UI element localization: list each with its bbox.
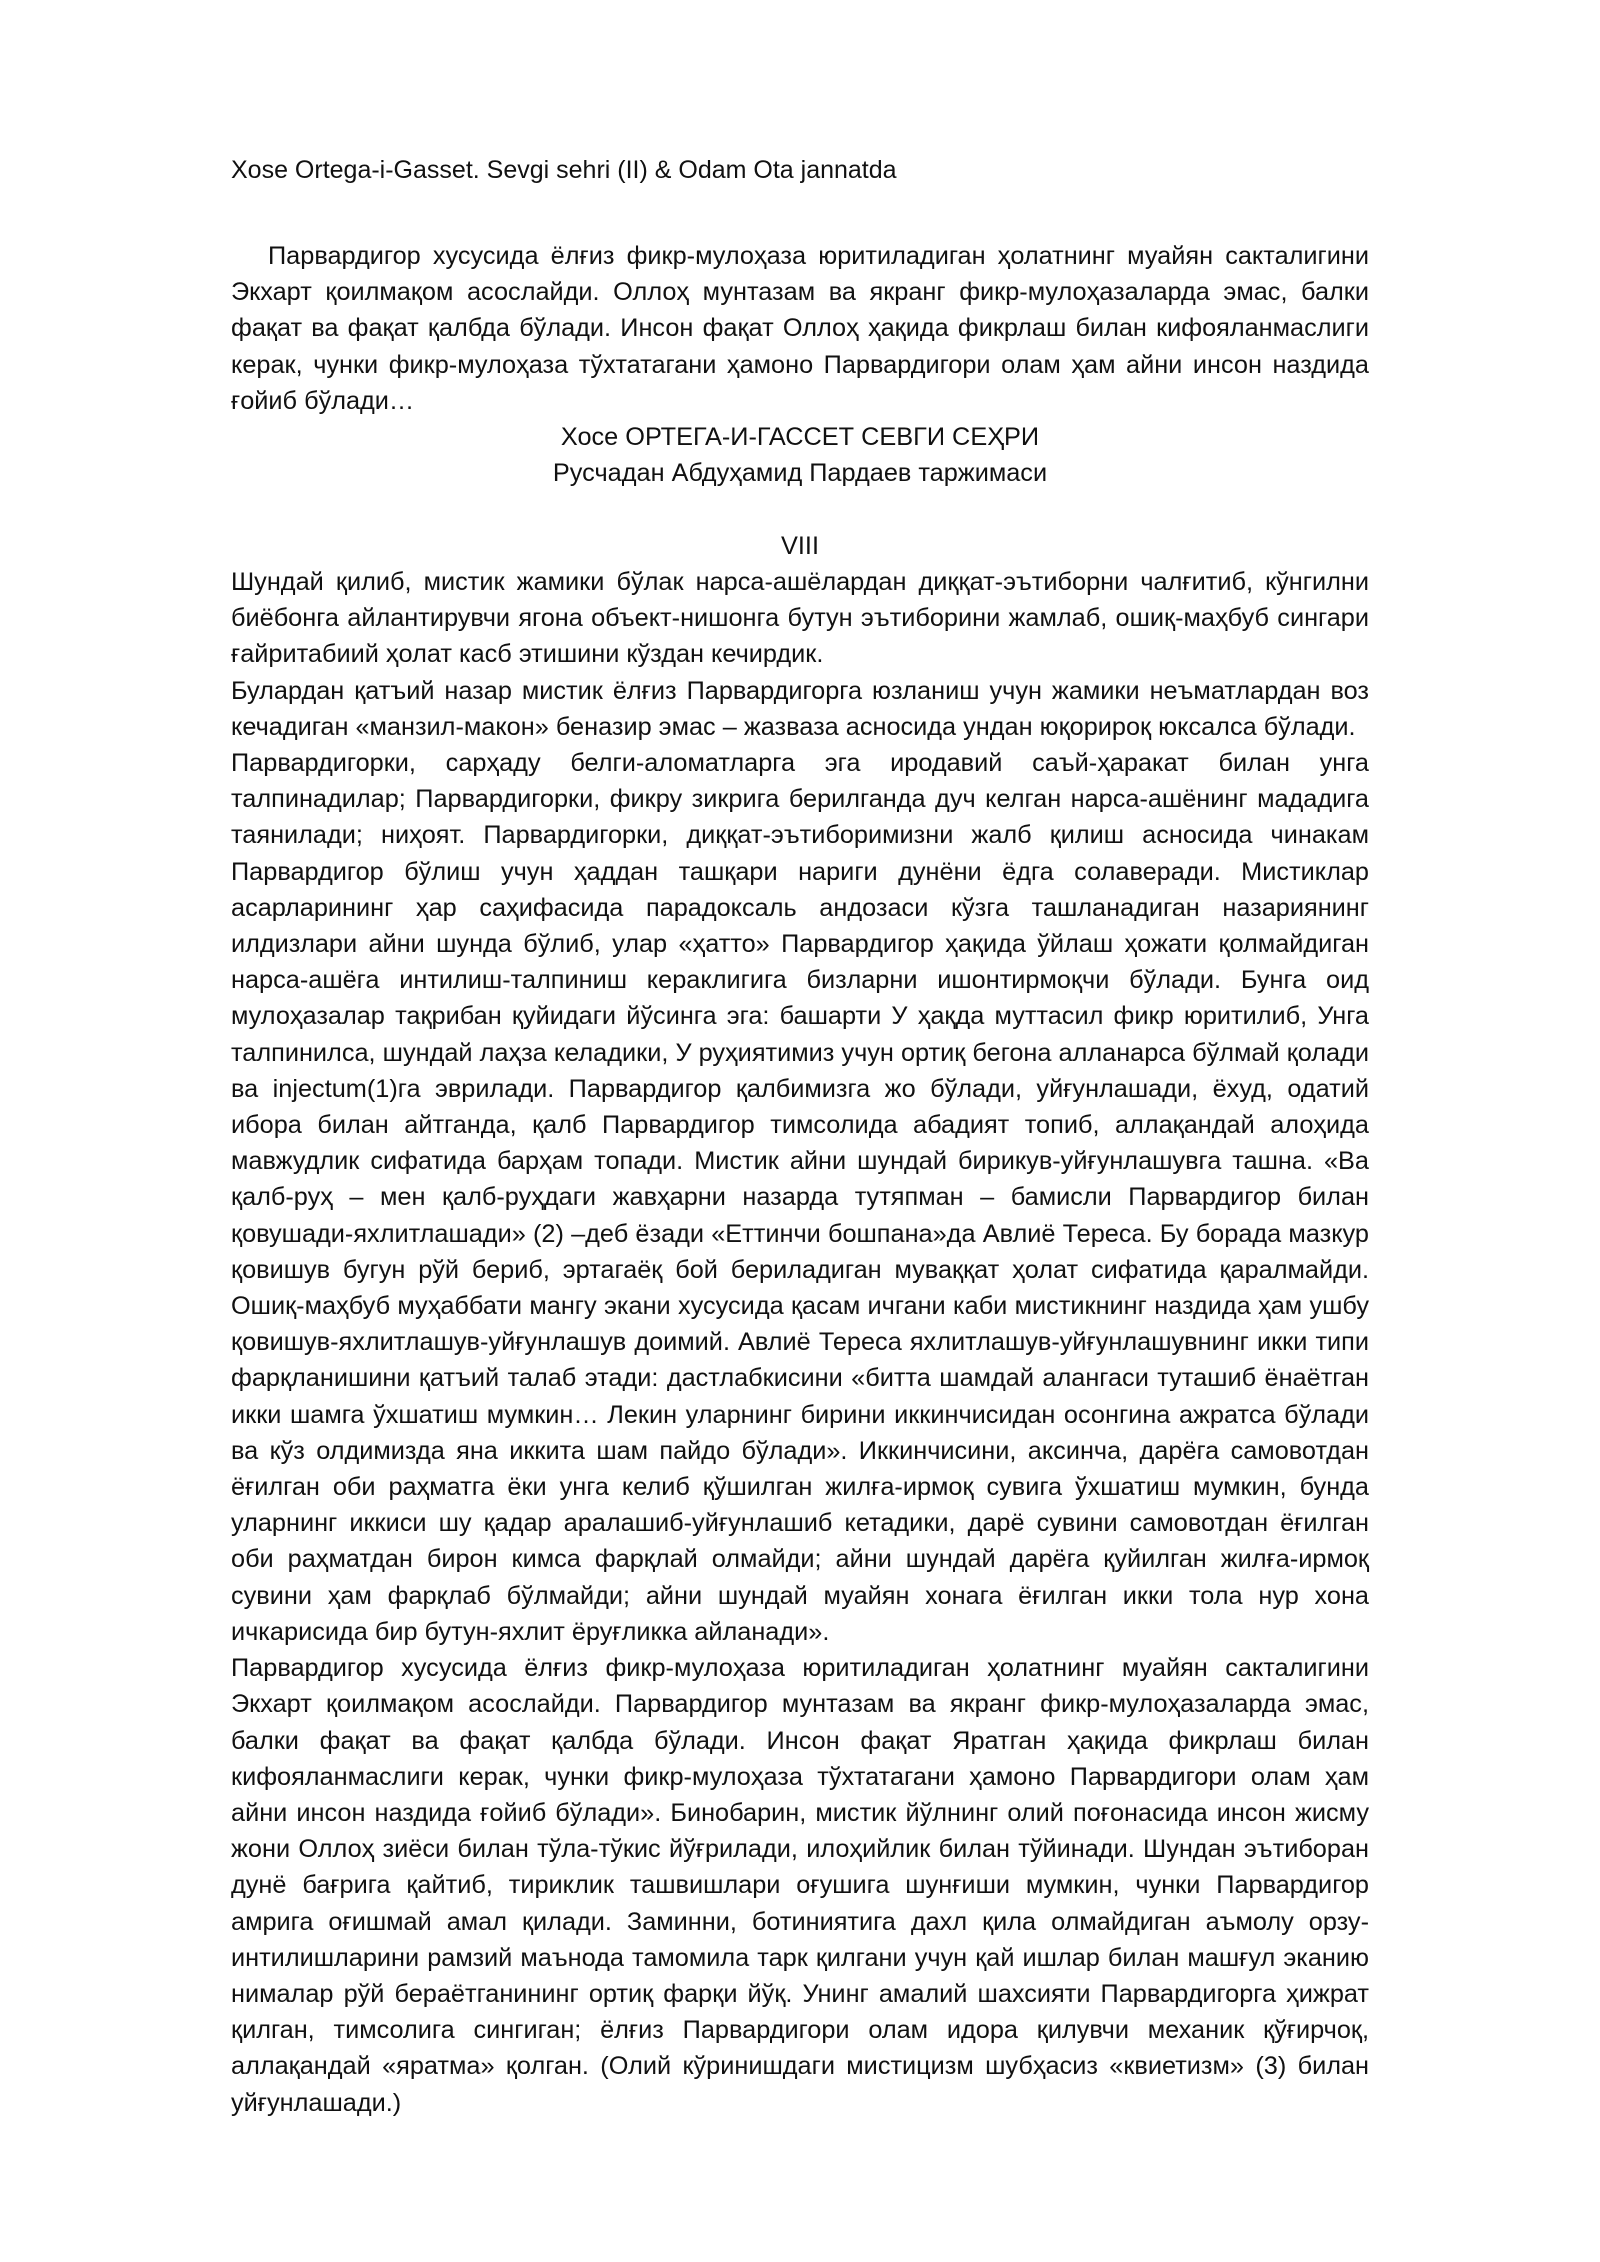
intro-paragraph: Парвардигор хусусида ёлғиз фикр-мулоҳаза юритиладиган ҳолатнинг муайян сакталигини Экхарт қоилмақом асослайди. Оллоҳ мунтазам ва якранг фикр-мулоҳазаларда эмас, балки фақат ва фақат қалбда бўлади. Инсон фақат Оллоҳ ҳақида фикрлаш билан кифояланмаслиги керак, чунки фикр-мулоҳаза тўхтатагани ҳамоно Парвардигори олам ҳам айни инсон наздида ғойиб бўлади… xyxy=(231,242,1369,415)
article-heading: Хосе ОРТЕГА-И-ГАССЕТ СЕВГИ СЕҲРИ xyxy=(560,423,1040,451)
translator-credit: Русчадан Абдуҳамид Пардаев таржимаси xyxy=(552,459,1048,487)
intro-section xyxy=(231,238,1369,419)
document-title: Xose Ortega-i-Gasset. Sevgi sehri (II) & Odam Ota jannatda xyxy=(231,156,897,184)
body-paragraph: Шундай қилиб, мистик жамики бўлак нарса-ашёлардан диққат-эътиборни чалғитиб, кўнгилни биёбонга айлантирувчи ягона объект-нишонга бутун эътиборини жамлаб, ошиқ-маҳбуб сингари ғайритабиий ҳолат касб этишини кўздан кечирдик. xyxy=(231,568,1369,669)
body-paragraph: Булардан қатъий назар мистик ёлғиз Парвардигорга юзланиш учун жамики неъматлардан воз кечадиган «манзил-макон» беназир эмас – жазваза асносида ундан юқорироқ юксалса бўлади. xyxy=(231,676,1369,741)
section-number: VIII xyxy=(781,532,819,560)
body-paragraph: Парвардигор хусусида ёлғиз фикр-мулоҳаза юритиладиган ҳолатнинг муайян сакталигини Экхарт қоилмақом асослайди. Парвардигор мунтазам ва якранг фикр-мулоҳазаларда эмас, балки фақат ва фақат қалбда бўлади. Инсон фақат Яратган ҳақида фикрлаш билан кифояланмаслиги керак, чунки фикр-мулоҳаза тўхтатагани ҳамоно Парвардигори олам ҳам айни инсон наздида ғойиб бўлади». Бинобарин, мистик йўлнинг олий поғонасида инсон жисму жони Оллоҳ зиёси билан тўла-тўкис йўғрилади, илоҳийлик билан тўйинади. Шундан эътиборан дунё бағрига қайтиб, тириклик ташвишлари оғушига шунғиши мумкин, чунки Парвардигор амрига оғишмай амал қилади. Заминни, ботиниятига дахл қила олмайдиган аъмолу орзу-интилишларини рамзий маънода тамомила тарк қилгани учун қай ишлар билан машғул эканию нималар рўй бераётганининг ортиқ фарқи йўқ. Унинг амалий шахсияти Парвардигорга ҳижрат қилган, тимсолига сингиган; ёлғиз Парвардигори олам идора қилувчи механик қўғирчоқ, аллақандай «яратма» қолган. (Олий кўринишдаги мистицизм шубҳасиз «квиетизм» (3) билан уйғунлашади.) xyxy=(231,1654,1369,2117)
body-paragraph: Парвардигорки, сарҳаду белги-аломатларга эга иродавий саъй-ҳаракат билан унга талпинадилар; Парвардигорки, фикру зикрига берилганда дуч келган нарса-ашёнинг мададига таянилади; ниҳоят. Парвардигорки, диққат-эътиборимизни жалб қилиш асносида чинакам Парвардигор бўлиш учун ҳаддан ташқари нариги дунёни ёдга солаверади. Мистиклар асарларининг ҳар саҳифасида парадоксаль андозаси кўзга ташланадиган назариянинг илдизлари айни шунда бўлиб, улар «ҳатто» Парвардигор ҳақида ўйлаш ҳожати қолмайдиган нарса-ашёга интилиш-талпиниш кераклигига бизларни ишонтирмоқчи бўлади. Бунга оид мулоҳазалар тақрибан қуйидаги йўсинга эга: башарти У ҳақда муттасил фикр юритилиб, Унга талпинилса, шундай лаҳза келадики, У руҳиятимиз учун ортиқ бегона алланарса бўлмай қолади ва injectum(1)га эврилади. Парвардигор қалбимизга жо бўлади, уйғунлашади, ёхуд, одатий ибора билан айтганда, қалб Парвардигор тимсолида абадият топиб, аллақандай алоҳида мавжудлик сифатида барҳам топади. Мистик айни шундай бирикув-уйғунлашувга ташна. «Ва қалб-руҳ – мен қалб-руҳдаги жавҳарни назарда тутяпман – бамисли Парвардигор билан қовушади-яхлитлашади» (2) –деб ёзади «Еттинчи бошпана»да Авлиё Тереса. Бу борада мазкур қовишув бугун рўй бериб, эртагаёқ бой бериладиган муваққат ҳолат сифатида қаралмайди. Ошиқ-маҳбуб муҳаббати мангу экани хусусида қасам ичгани каби мистикнинг наздида ҳам ушбу қовишув-яхлитлашув-уйғунлашув доимий. Авлиё Тереса яхлитлашув-уйғунлашувнинг икки типи фарқланишини қатъий талаб этади: дастлабкисини «битта шамдай алангаси туташиб ёнаётган икки шамга ўхшатиш мумкин… Лекин уларнинг бирини иккинчисидан осонгина ажратса бўлади ва кўз олдимизда яна иккита шам пайдо бўлади». Иккинчисини, аксинча, дарёга самовотдан ёғилган оби раҳматга ёки унга келиб қўшилган жилға-ирмоқ сувига ўхшатиш мумкин, бунда уларнинг иккиси шу қадар аралашиб-уйғунлашиб кетадики, дарё сувини самовотдан ёғилган оби раҳматдан бирон кимса фарқлай олмайди; айни шундай дарёга қуйилган жилға-ирмоқ сувини ҳам фарқлаб бўлмайди; айни шундай муайян хонага ёғилган икки тола нур хона ичкарисида бир бутун-яхлит ёруғликка айланади». xyxy=(231,749,1369,1646)
main-text xyxy=(231,564,1369,2121)
